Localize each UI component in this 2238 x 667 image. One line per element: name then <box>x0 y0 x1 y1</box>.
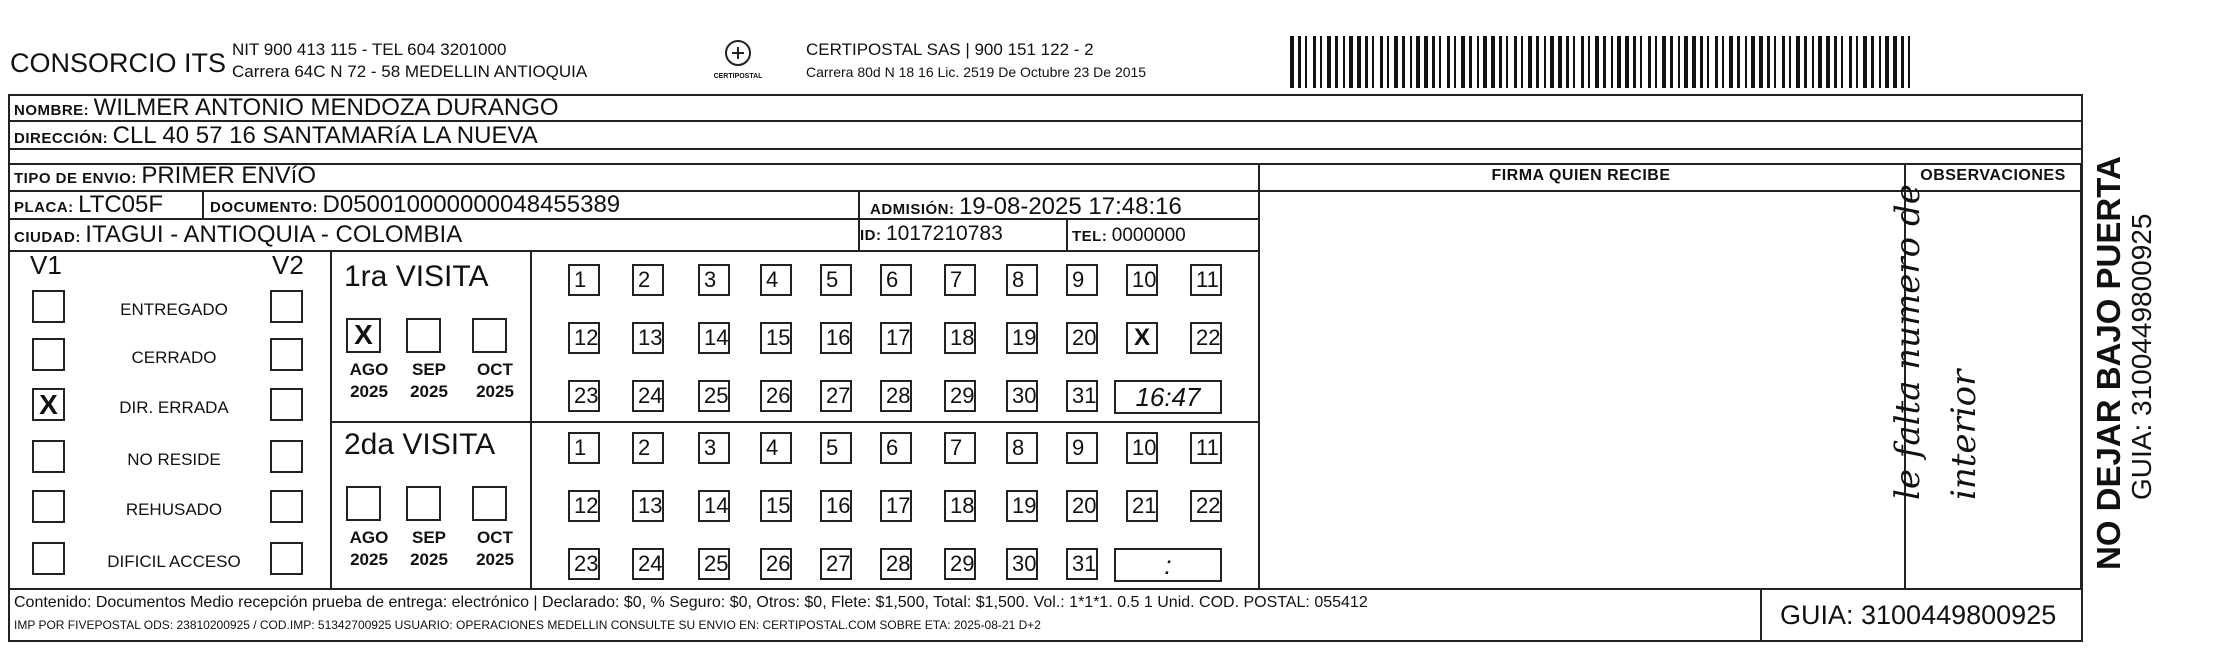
visita1-day-box[interactable]: 10 <box>1126 264 1158 296</box>
barcode-bar <box>1796 36 1800 88</box>
barcode-bar <box>1670 36 1673 88</box>
visita2-day-box[interactable]: 22 <box>1190 490 1222 522</box>
visita2-day-box[interactable]: 20 <box>1066 490 1098 522</box>
barcode-bar <box>1729 36 1733 88</box>
visita2-day-box[interactable]: 29 <box>944 548 976 580</box>
visita1-day-box[interactable]: 6 <box>880 264 912 296</box>
v1-label: V1 <box>30 250 62 280</box>
nombre-label: NOMBRE: <box>14 102 90 119</box>
visita1-day-box[interactable]: 29 <box>944 380 976 412</box>
barcode-bar <box>1655 36 1657 88</box>
visita2-day-box[interactable]: 5 <box>820 432 852 464</box>
visita2-day-box[interactable]: 16 <box>820 490 852 522</box>
barcode-bar <box>1447 36 1450 88</box>
documento-label: DOCUMENTO: <box>210 199 319 216</box>
visita2-month-box[interactable] <box>346 486 381 521</box>
barcode-bar <box>1745 36 1747 88</box>
visita1-day-box[interactable]: 14 <box>698 322 730 354</box>
visita2-day-box[interactable]: 14 <box>698 490 730 522</box>
certipostal-line: CERTIPOSTAL SAS | 900 151 122 - 2 <box>806 40 1094 59</box>
barcode-bar <box>1662 36 1666 88</box>
barcode-bar <box>1856 36 1858 88</box>
visita1-day-box[interactable]: 15 <box>760 322 792 354</box>
ciudad-value: ITAGUI - ANTIOQUIA - COLOMBIA <box>85 221 463 248</box>
visita1-day-box[interactable]: 17 <box>880 322 912 354</box>
barcode-bar <box>1611 36 1613 88</box>
visita2-day-box[interactable]: 15 <box>760 490 792 522</box>
barcode-bar <box>1320 36 1322 88</box>
status-label: REHUSADO <box>125 500 223 519</box>
visita1-day-box[interactable]: 31 <box>1066 380 1098 412</box>
barcode-bar <box>1759 36 1763 88</box>
status-label: ENTREGADO <box>120 300 228 319</box>
v2-checkbox[interactable] <box>270 290 303 323</box>
visita1-month-label: OCT <box>477 360 513 379</box>
barcode-bar <box>1722 36 1724 88</box>
visita1-month-label: AGO <box>349 360 389 379</box>
admision-row <box>870 193 1182 221</box>
barcode-bar <box>1908 36 1910 88</box>
no-dejar-bajo-puerta: NO DEJAR BAJO PUERTA <box>2090 156 2127 570</box>
barcode-bar <box>1343 36 1345 88</box>
barcode-bar <box>1841 36 1843 88</box>
nit-line: NIT 900 413 115 - TEL 604 3201000 <box>232 40 507 59</box>
barcode-bar <box>1804 36 1807 88</box>
company-name: CONSORCIO ITS <box>10 48 227 78</box>
barcode-bar <box>1633 36 1636 88</box>
documento-row <box>210 191 620 219</box>
visita2-day-box[interactable]: 28 <box>880 548 912 580</box>
barcode-bar <box>1871 36 1874 88</box>
visita1-month-box[interactable]: X <box>346 318 381 353</box>
visita2-day-box[interactable]: 18 <box>944 490 976 522</box>
visita1-day-box[interactable]: 4 <box>760 264 792 296</box>
company-address: Carrera 64C N 72 - 58 MEDELLIN ANTIOQUIA <box>232 62 588 81</box>
barcode-bar <box>1514 36 1517 88</box>
tel-value: 0000000 <box>1111 225 1186 246</box>
admision-value: 19-08-2025 17:48:16 <box>958 193 1182 220</box>
barcode-bar <box>1715 36 1718 88</box>
ciudad-label: CIUDAD: <box>14 229 81 246</box>
contenido-text: Contenido: Documentos Medio recepción prueba de entrega: electrónico | Declarado: $0, % Seguro: $0, Otros: $0, Flete: $1,500, Total: $1,500. Vol.: 1*1*1. 0.5 1 Unid. COD. POSTAL: 055412 <box>14 594 1368 611</box>
tipo-row <box>14 162 316 190</box>
visita1-day-box[interactable]: 1 <box>568 264 600 296</box>
visita2-day-box[interactable]: 12 <box>568 490 600 522</box>
visita2-month-box[interactable] <box>406 486 441 521</box>
certipostal-logo <box>708 38 768 88</box>
v2-label: V2 <box>272 250 304 280</box>
visita2-day-box[interactable]: 21 <box>1126 490 1158 522</box>
visita1-day-box[interactable]: 27 <box>820 380 852 412</box>
documento-value: D050010000000048455389 <box>322 191 621 218</box>
placa-row <box>14 191 163 219</box>
barcode-bar <box>1818 36 1822 88</box>
visita1-day-box[interactable]: 26 <box>760 380 792 412</box>
barcode-bar <box>1700 36 1703 88</box>
barcode-bar <box>1335 36 1338 88</box>
barcode-bar <box>1692 36 1696 88</box>
logo-text: CERTIPOSTAL <box>713 73 763 80</box>
barcode-bar <box>1439 36 1441 88</box>
visita1-day-box[interactable]: 19 <box>1006 322 1038 354</box>
status-label: DIR. ERRADA <box>119 398 229 417</box>
visita2-title: 2da VISITA <box>344 428 496 461</box>
barcode-bar <box>1357 36 1361 88</box>
visita2-year-label: 2025 <box>410 550 448 569</box>
visita2-day-box[interactable]: 9 <box>1066 432 1098 464</box>
visita1-day-box[interactable]: X <box>1126 322 1158 354</box>
visita1-month-box[interactable] <box>406 318 441 353</box>
barcode-bar <box>1901 36 1904 88</box>
barcode-bar <box>1424 36 1428 88</box>
barcode-bar <box>1640 36 1642 88</box>
visita1-day-box[interactable]: 23 <box>568 380 600 412</box>
v1-checkbox[interactable] <box>32 290 65 323</box>
v2-checkbox[interactable] <box>270 542 303 575</box>
id-row <box>860 222 1003 246</box>
v1-checkbox[interactable] <box>32 338 65 371</box>
barcode-bar <box>1678 36 1680 88</box>
nombre-value: WILMER ANTONIO MENDOZA DURANGO <box>93 94 559 121</box>
visita2-day-box[interactable]: 1 <box>568 432 600 464</box>
barcode-bar <box>1290 36 1294 88</box>
admision-label: ADMISIÓN: <box>870 201 955 218</box>
barcode-bar <box>1812 36 1814 88</box>
barcode-bar <box>1885 36 1889 88</box>
barcode-bar <box>1483 36 1487 88</box>
v2-checkbox[interactable] <box>270 490 303 523</box>
visita2-month-label: SEP <box>411 528 447 547</box>
tel-label: TEL: <box>1072 228 1108 245</box>
firma-label: FIRMA QUIEN RECIBE <box>1491 167 1671 184</box>
barcode-bar <box>1499 36 1502 88</box>
barcode-bar <box>1849 36 1852 88</box>
visita2-year-label: 2025 <box>476 550 514 569</box>
visita2-day-box[interactable]: 4 <box>760 432 792 464</box>
direccion-value: CLL 40 57 16 SANTAMARíA LA NUEVA <box>112 122 538 149</box>
status-label: NO RESIDE <box>127 450 221 469</box>
visita1-day-box[interactable]: 16 <box>820 322 852 354</box>
barcode-bar <box>1349 36 1353 88</box>
id-label: ID: <box>860 227 882 244</box>
observaciones-handwriting: le falta numero de interior <box>1888 184 1984 500</box>
visita2-day-box[interactable]: 17 <box>880 490 912 522</box>
barcode-bar <box>1581 36 1584 88</box>
visita2-day-box[interactable]: 19 <box>1006 490 1038 522</box>
visita1-day-box[interactable]: 7 <box>944 264 976 296</box>
barcode-bar <box>1491 36 1495 88</box>
visita2-day-box[interactable]: 24 <box>632 548 664 580</box>
visita1-day-box[interactable]: 11 <box>1190 264 1222 296</box>
visita2-day-box[interactable]: 3 <box>698 432 730 464</box>
visita1-month-box[interactable] <box>472 318 507 353</box>
barcode-bar <box>1380 36 1383 88</box>
barcode-bar <box>1506 36 1508 88</box>
v1-checkbox[interactable] <box>32 440 65 473</box>
visita2-month-label: OCT <box>477 528 513 547</box>
tipo-label: TIPO DE ENVIO: <box>14 170 137 187</box>
imp-text: IMP POR FIVEPOSTAL ODS: 23810200925 / COD.IMP: 51342700925 USUARIO: OPERACIONES MEDELLIN CONSULTE SU ENVIO EN: CERTIPOSTAL.COM SOBRE ETA: 2025-08-21 D+2 <box>14 618 1041 632</box>
visita1-day-box[interactable]: 18 <box>944 322 976 354</box>
v1-checkbox[interactable]: X <box>32 388 65 421</box>
visita2-day-box[interactable]: 2 <box>632 432 664 464</box>
visita1-day-box[interactable]: 22 <box>1190 322 1222 354</box>
visita1-year-label: 2025 <box>410 382 448 401</box>
barcode-bar <box>1550 36 1554 88</box>
tipo-value: PRIMER ENVíO <box>141 162 317 189</box>
visita2-day-box[interactable]: 26 <box>760 548 792 580</box>
barcode-bar <box>1826 36 1830 88</box>
barcode-bar <box>1617 36 1621 88</box>
barcode-bar <box>1558 36 1562 88</box>
visita2-day-box[interactable]: 11 <box>1190 432 1222 464</box>
visita1-day-box[interactable]: 13 <box>632 322 664 354</box>
barcode-bar <box>1751 36 1755 88</box>
barcode-bar <box>1789 36 1791 88</box>
barcode-bar <box>1588 36 1590 88</box>
barcode-bar <box>1625 36 1629 88</box>
barcode-bar <box>1595 36 1599 88</box>
barcode-bar <box>1544 36 1546 88</box>
barcode-bar <box>1782 36 1785 88</box>
barcode-bar <box>1528 36 1532 88</box>
direccion-label: DIRECCIÓN: <box>14 130 109 147</box>
nombre-row <box>14 94 559 122</box>
visita1-day-box[interactable]: 8 <box>1006 264 1038 296</box>
barcode-bar <box>1863 36 1867 88</box>
visita1-day-box[interactable]: 3 <box>698 264 730 296</box>
placa-label: PLACA: <box>14 199 74 216</box>
visita2-day-box[interactable]: 7 <box>944 432 976 464</box>
barcode-bar <box>1365 36 1368 88</box>
barcode-bar <box>1536 36 1539 88</box>
barcode-bar <box>1774 36 1776 88</box>
barcode-bar <box>1394 36 1398 88</box>
barcode <box>1290 36 1915 88</box>
barcode-bar <box>1416 36 1420 88</box>
barcode-bar <box>1737 36 1740 88</box>
visita2-day-box[interactable]: 13 <box>632 490 664 522</box>
placa-value: LTC05F <box>78 191 164 218</box>
barcode-bar <box>1521 36 1523 88</box>
barcode-bar <box>1684 36 1688 88</box>
barcode-bar <box>1603 36 1606 88</box>
visita2-day-box[interactable]: 27 <box>820 548 852 580</box>
barcode-bar <box>1402 36 1405 88</box>
certipostal-address: Carrera 80d N 18 16 Lic. 2519 De Octubre 23 De 2015 <box>806 64 1147 80</box>
v1-checkbox[interactable] <box>32 542 65 575</box>
visita1-day-box[interactable]: 5 <box>820 264 852 296</box>
ciudad-row <box>14 221 462 249</box>
visita1-day-box[interactable]: 24 <box>632 380 664 412</box>
barcode-bar <box>1432 36 1435 88</box>
barcode-bar <box>1767 36 1770 88</box>
barcode-bar <box>1477 36 1479 88</box>
visita1-day-box[interactable]: 9 <box>1066 264 1098 296</box>
footer-guia: GUIA: 3100449800925 <box>1780 600 2057 630</box>
tel-row <box>1072 225 1186 247</box>
visita2-day-box[interactable]: 6 <box>880 432 912 464</box>
barcode-bar <box>1327 36 1331 88</box>
barcode-bar <box>1566 36 1569 88</box>
barcode-bar <box>1893 36 1897 88</box>
status-label: CERRADO <box>131 348 217 367</box>
barcode-bar <box>1879 36 1881 88</box>
id-value: 1017210783 <box>885 222 1003 245</box>
barcode-bar <box>1573 36 1575 88</box>
barcode-bar <box>1469 36 1472 88</box>
barcode-bar <box>1461 36 1465 88</box>
v2-checkbox[interactable] <box>270 440 303 473</box>
barcode-bar <box>1834 36 1837 88</box>
barcode-bar <box>1313 36 1316 88</box>
visita1-day-box[interactable]: 2 <box>632 264 664 296</box>
barcode-bar <box>1298 36 1301 88</box>
observaciones-label: OBSERVACIONES <box>1920 167 2066 184</box>
direccion-row <box>14 122 538 150</box>
barcode-bar <box>1648 36 1651 88</box>
visita2-day-box[interactable]: 8 <box>1006 432 1038 464</box>
visita1-year-label: 2025 <box>350 382 388 401</box>
visita1-title: 1ra VISITA <box>344 260 489 293</box>
v2-checkbox[interactable] <box>270 388 303 421</box>
visita1-day-box[interactable]: 30 <box>1006 380 1038 412</box>
visita1-day-box[interactable]: 28 <box>880 380 912 412</box>
visita2-month-label: AGO <box>349 528 389 547</box>
status-label: DIFICIL ACCESO <box>107 552 241 571</box>
v2-checkbox[interactable] <box>270 338 303 371</box>
visita2-day-box[interactable]: 10 <box>1126 432 1158 464</box>
visita1-day-box[interactable]: 25 <box>698 380 730 412</box>
visita1-year-label: 2025 <box>476 382 514 401</box>
barcode-bar <box>1387 36 1389 88</box>
visita2-time-box[interactable]: : <box>1114 548 1222 582</box>
visita1-month-label: SEP <box>411 360 447 379</box>
visita2-day-box[interactable]: 30 <box>1006 548 1038 580</box>
side-guia: GUIA: 3100449800925 <box>2126 213 2157 500</box>
visita2-day-box[interactable]: 23 <box>568 548 600 580</box>
barcode-bar <box>1410 36 1412 88</box>
barcode-bar <box>1372 36 1374 88</box>
visita2-month-box[interactable] <box>472 486 507 521</box>
visita1-day-box[interactable]: 12 <box>568 322 600 354</box>
visita2-day-box[interactable]: 25 <box>698 548 730 580</box>
visita2-day-box[interactable]: 31 <box>1066 548 1098 580</box>
visita1-day-box[interactable]: 20 <box>1066 322 1098 354</box>
visita1-time-box[interactable]: 16:47 <box>1114 380 1222 414</box>
barcode-bar <box>1454 36 1456 88</box>
v1-checkbox[interactable] <box>32 490 65 523</box>
barcode-bar <box>1305 36 1307 88</box>
barcode-bar <box>1707 36 1709 88</box>
visita2-year-label: 2025 <box>350 550 388 569</box>
